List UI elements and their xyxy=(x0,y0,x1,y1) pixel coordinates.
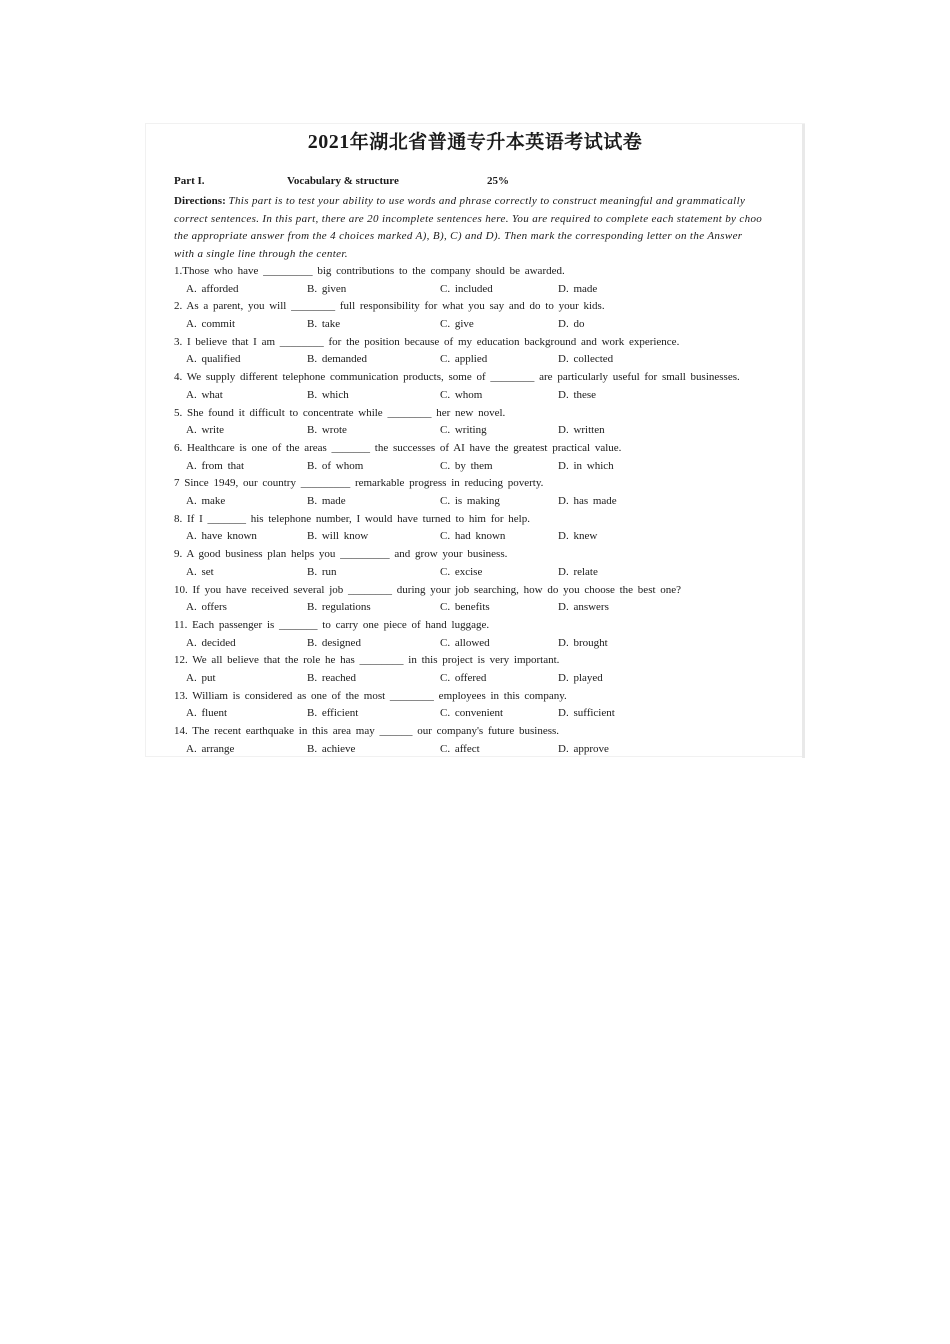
answer-option: C. by them xyxy=(440,459,493,472)
answer-option: C. convenient xyxy=(440,707,504,720)
answer-option: C. excise xyxy=(440,565,483,578)
question-stem: 3. I believe that I am ________ for the position because of my education background and work experience. xyxy=(174,335,680,348)
answer-option: D. answers xyxy=(558,601,609,614)
answer-option: B. designed xyxy=(307,636,361,649)
answer-option: C. give xyxy=(440,318,474,330)
answer-option: C. included xyxy=(440,282,493,295)
directions-text: with a single line through the center. xyxy=(174,248,348,261)
answer-option: A. commit xyxy=(186,318,236,330)
title-year: 2021 xyxy=(307,131,350,153)
answer-option: D. do xyxy=(558,318,585,330)
answer-option: D. has made xyxy=(558,495,617,507)
answer-option: C. writing xyxy=(440,424,487,437)
directions-text: This part is to test your ability to use words and phrase correctly to construct meaningful and grammatically xyxy=(228,195,746,207)
question-stem: 8. If I _______ his telephone number, I would have turned to him for help. xyxy=(174,512,530,525)
question-stem: 11. Each passenger is _______ to carry one piece of hand luggage. xyxy=(174,619,490,631)
answer-option: B. run xyxy=(307,565,337,578)
directions-text: the appropriate answer from the 4 choices marked A), B), C) and D). Then mark the corresponding letter on the Answer xyxy=(174,230,743,243)
answer-option: A. offers xyxy=(186,601,227,614)
answer-option: A. fluent xyxy=(186,707,228,720)
answer-option: B. efficient xyxy=(307,707,359,720)
answer-option: C. whom xyxy=(440,388,483,401)
question-stem: 2. As a parent, you will ________ full responsibility for what you say and do to your kids. xyxy=(174,300,605,313)
answer-option: A. afforded xyxy=(186,282,239,295)
answer-option: A. qualified xyxy=(186,353,241,366)
page-title xyxy=(0,127,950,154)
directions-line xyxy=(174,193,814,211)
answer-option: D. collected xyxy=(558,353,614,366)
answer-option: C. applied xyxy=(440,353,488,366)
answer-option: A. what xyxy=(186,388,223,401)
question-stem: 6. Healthcare is one of the areas _______ the successes of AI have the greatest practical value. xyxy=(174,442,622,454)
answer-option: A. have known xyxy=(186,530,257,543)
answer-option: B. take xyxy=(307,318,341,330)
answer-option: A. from that xyxy=(186,459,245,472)
answer-option: A. arrange xyxy=(186,742,235,755)
directions-line xyxy=(174,211,814,229)
question-stem: 5. She found it difficult to concentrate while ________ her new novel. xyxy=(174,406,506,419)
question-stem: 14. The recent earthquake in this area may ______ our company's future business. xyxy=(174,725,560,738)
question-stem: 9. A good business plan helps you _________ and grow your business. xyxy=(174,548,508,561)
answer-option: C. offered xyxy=(440,672,487,684)
question-stem: 7 Since 1949, our country _________ remarkable progress in reducing poverty. xyxy=(174,477,544,490)
answer-option: C. benefits xyxy=(440,601,490,614)
answer-option: D. written xyxy=(558,424,605,437)
answer-option: A. write xyxy=(186,424,225,437)
answer-option: A. put xyxy=(186,672,216,684)
answer-option: A. make xyxy=(186,495,226,507)
directions-label: Directions: xyxy=(174,195,226,207)
answer-option: D. relate xyxy=(558,565,598,578)
answer-option: D. made xyxy=(558,282,598,295)
part-weight: 25% xyxy=(487,175,509,187)
answer-option: C. had known xyxy=(440,530,506,543)
directions-line xyxy=(174,228,814,246)
answer-option: D. approve xyxy=(558,742,609,755)
answer-option: B. achieve xyxy=(307,742,356,755)
answer-option: B. of whom xyxy=(307,459,364,472)
directions-text: correct sentences. In this part, there are 20 incomplete sentences here. You are required to complete each statement by choo xyxy=(174,212,763,225)
title-text: 年湖北省普通专升本英语考试试卷 xyxy=(349,132,643,153)
answer-option: B. demanded xyxy=(307,353,368,366)
question-stem: 12. We all believe that the role he has ________ in this project is very important. xyxy=(174,654,560,667)
answer-option: D. knew xyxy=(558,530,598,543)
directions xyxy=(174,193,814,264)
question-stem: 13. William is considered as one of the most ________ employees in this company. xyxy=(174,689,567,702)
answer-option: B. regulations xyxy=(307,601,371,614)
answer-option: B. will know xyxy=(307,530,369,543)
answer-option: D. brought xyxy=(558,636,608,649)
answer-option: B. reached xyxy=(307,672,357,684)
question-stem: 4. We supply different telephone communication products, some of ________ are particularly useful for small businesses. xyxy=(174,371,740,384)
answer-option: C. is making xyxy=(440,495,500,507)
answer-option: D. sufficient xyxy=(558,707,615,720)
part-label: Part I. xyxy=(174,175,205,187)
answer-option: D. played xyxy=(558,672,603,684)
answer-option: C. affect xyxy=(440,742,480,755)
answer-option: A. set xyxy=(186,565,214,578)
answer-option: A. decided xyxy=(186,636,236,649)
answer-option: B. given xyxy=(307,282,347,295)
directions-line xyxy=(174,246,814,264)
answer-option: B. made xyxy=(307,495,346,507)
part-name: Vocabulary & structure xyxy=(287,175,399,187)
question-stem: 10. If you have received several job ________ during your job searching, how do you choose the best one? xyxy=(174,583,682,596)
answer-option: D. in which xyxy=(558,459,614,472)
answer-option: D. these xyxy=(558,388,597,401)
answer-option: C. allowed xyxy=(440,636,490,649)
answer-option: B. which xyxy=(307,388,349,401)
answer-option: B. wrote xyxy=(307,424,347,437)
question-stem: 1.Those who have _________ big contributions to the company should be awarded. xyxy=(174,265,565,277)
